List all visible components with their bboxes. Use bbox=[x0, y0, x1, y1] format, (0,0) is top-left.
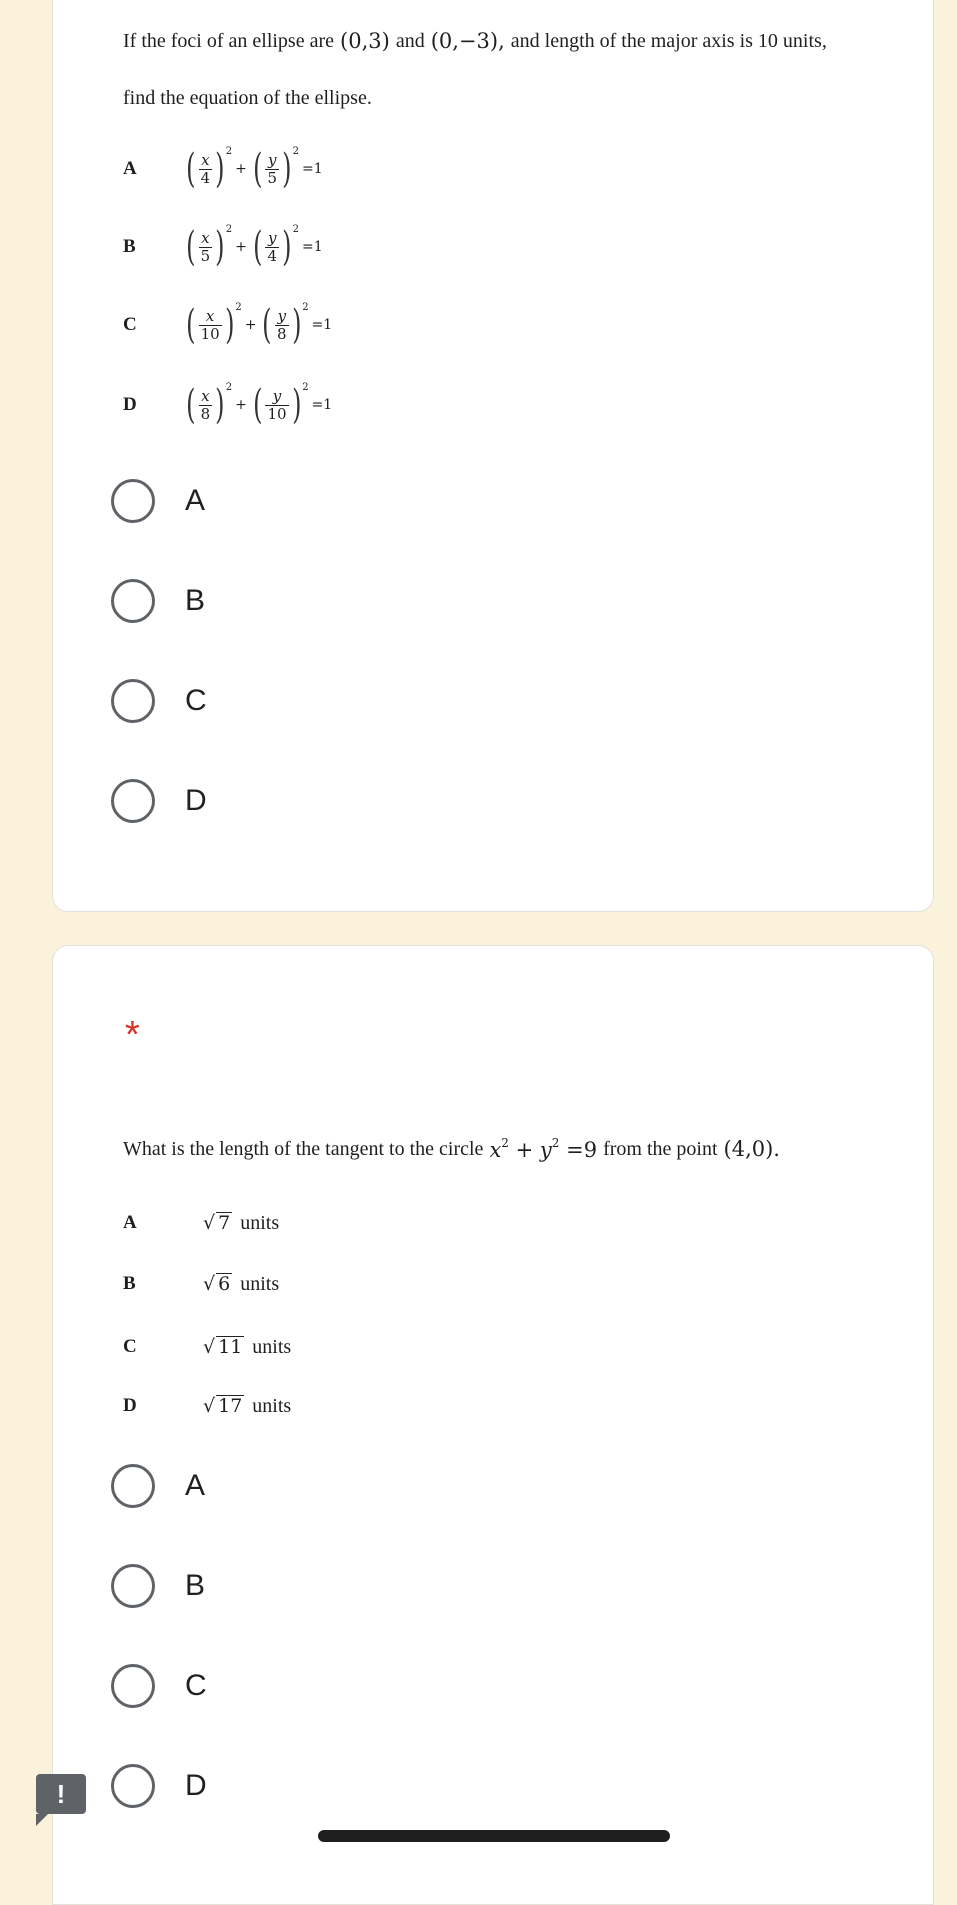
radio-button[interactable] bbox=[111, 679, 155, 723]
report-issue-button[interactable]: ! bbox=[36, 1774, 86, 1814]
answer-option-c bbox=[123, 1322, 291, 1372]
equation-option-c bbox=[123, 290, 335, 360]
answer-option-d bbox=[123, 1381, 291, 1431]
option-letter: D bbox=[123, 394, 137, 415]
option-letter: D bbox=[123, 1395, 137, 1416]
question-text-segment: and bbox=[395, 29, 425, 52]
point: (4,0). bbox=[723, 1137, 780, 1161]
equation-option-a bbox=[123, 134, 326, 204]
radio-button[interactable] bbox=[111, 579, 155, 623]
radio-choice-a[interactable] bbox=[111, 471, 205, 531]
radio-label: D bbox=[185, 1769, 207, 1802]
answer-option-a bbox=[123, 1198, 279, 1248]
option-letter: A bbox=[123, 158, 137, 179]
radio-choice-c[interactable] bbox=[111, 671, 207, 731]
question-text-segment: from the point bbox=[603, 1137, 718, 1160]
units-label: units bbox=[252, 1335, 292, 1358]
equation: ( $\frac{x}{5}$ ) 2 + ( $\frac{y}{4}$ ) 2 =1 bbox=[186, 223, 323, 270]
question-2-text bbox=[123, 1136, 786, 1162]
equation: ( $\frac{x}{10}$ ) 2 + ( $\frac{y}{8}$ ) 2 =1 bbox=[186, 301, 333, 348]
question-1-text bbox=[123, 29, 827, 53]
radio-choice-d[interactable] bbox=[111, 1756, 207, 1816]
radio-button[interactable] bbox=[111, 1664, 155, 1708]
equation-option-b bbox=[123, 212, 326, 282]
radio-label: B bbox=[185, 1569, 206, 1602]
sqrt-value: √ 17 bbox=[203, 1395, 243, 1417]
radio-label: B bbox=[185, 584, 206, 617]
sqrt-value: √ 11 bbox=[203, 1336, 243, 1358]
required-marker: * bbox=[125, 1014, 140, 1056]
units-label: units bbox=[240, 1272, 280, 1295]
radio-choice-a[interactable] bbox=[111, 1456, 205, 1516]
equation: ( $\frac{x}{4}$ ) 2 + ( $\frac{y}{5}$ ) 2 =1 bbox=[186, 145, 323, 192]
radio-label: D bbox=[185, 784, 207, 817]
radio-choice-c[interactable] bbox=[111, 1656, 207, 1716]
question-card-1 bbox=[52, 0, 934, 912]
units-label: units bbox=[240, 1211, 280, 1234]
answer-option-b bbox=[123, 1259, 279, 1309]
option-letter: C bbox=[123, 1336, 137, 1357]
sqrt-value: √ 7 bbox=[203, 1212, 231, 1234]
equation-option-d bbox=[123, 370, 335, 440]
equation: ( $\frac{x}{8}$ ) 2 + ( $\frac{y}{10}$ ) 2 =1 bbox=[186, 381, 333, 428]
question-1-text-line2: find the equation of the ellipse. bbox=[123, 87, 372, 109]
radio-button[interactable] bbox=[111, 1564, 155, 1608]
units-label: units bbox=[252, 1394, 292, 1417]
home-indicator[interactable] bbox=[318, 1830, 670, 1842]
option-letter: B bbox=[123, 236, 136, 257]
radio-button[interactable] bbox=[111, 779, 155, 823]
radio-choice-b[interactable] bbox=[111, 571, 205, 631]
radio-label: A bbox=[185, 1469, 206, 1502]
sqrt-value: √ 6 bbox=[203, 1273, 231, 1295]
question-text-segment: If the foci of an ellipse are bbox=[123, 29, 335, 52]
radio-button[interactable] bbox=[111, 1764, 155, 1808]
radio-choice-b[interactable] bbox=[111, 1556, 205, 1616]
radio-label: A bbox=[185, 484, 206, 517]
option-letter: B bbox=[123, 1273, 136, 1294]
radio-button[interactable] bbox=[111, 479, 155, 523]
circle-equation: $x^2 + y^2 =9$ bbox=[489, 1136, 598, 1162]
radio-choice-d[interactable] bbox=[111, 771, 207, 831]
radio-label: C bbox=[185, 1669, 207, 1702]
option-letter: A bbox=[123, 1212, 137, 1233]
focus-1: (0,3) bbox=[340, 29, 390, 53]
question-card-2 bbox=[52, 945, 934, 1905]
radio-label: C bbox=[185, 684, 207, 717]
radio-button[interactable] bbox=[111, 1464, 155, 1508]
option-letter: C bbox=[123, 314, 137, 335]
question-text-segment: and length of the major axis is 10 units, bbox=[510, 29, 827, 52]
focus-2: (0,−3), bbox=[430, 29, 505, 53]
question-text-segment: What is the length of the tangent to the circle bbox=[123, 1137, 484, 1160]
